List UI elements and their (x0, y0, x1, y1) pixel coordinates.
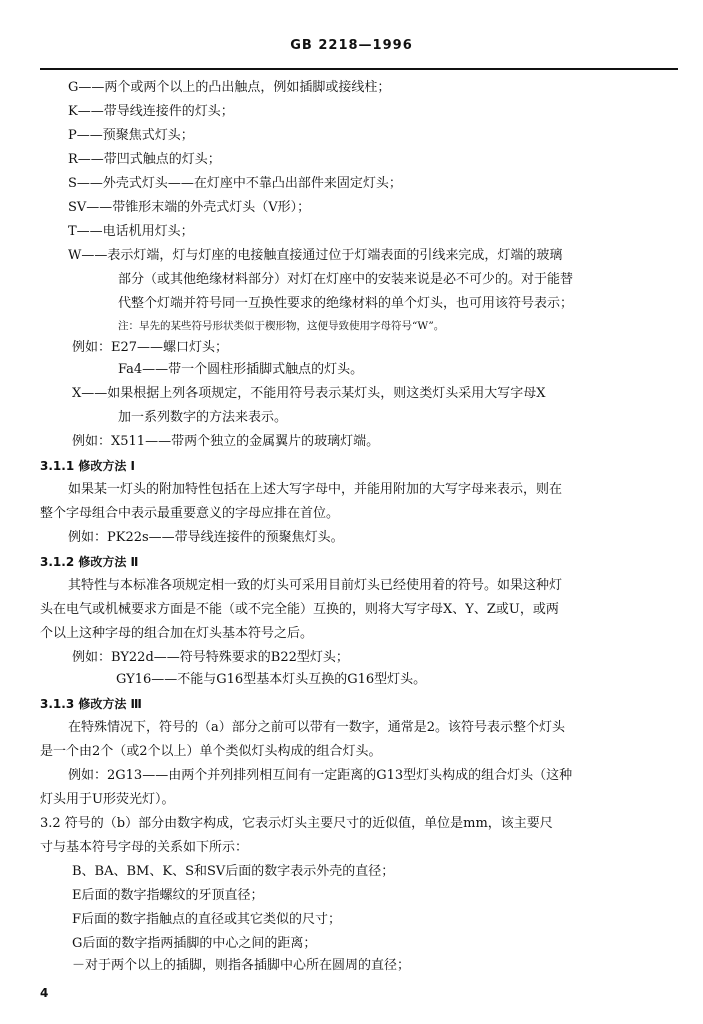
text-line: G后面的数字指两插脚的中心之间的距离； (72, 936, 317, 951)
text-line: P——预聚焦式灯头； (68, 128, 194, 143)
text-line: 部分（或其他绝缘材料部分）对灯在灯座中的安装来说是必不可少的。对于能替 (118, 272, 574, 287)
text-line: S——外壳式灯头——在灯座中不靠凸出部件来固定灯头； (68, 176, 402, 191)
text-line: GY16——不能与G16型基本灯头互换的G16型灯头。 (116, 672, 427, 687)
section-heading: 3.1.1 修改方法 Ⅰ (40, 459, 135, 473)
text-line: B、BA、BM、K、S和SV后面的数字表示外壳的直径； (72, 864, 395, 879)
text-line: 灯头用于U形荧光灯）。 (40, 792, 175, 807)
text-line: 例如：PK22s——带导线连接件的预聚焦灯头。 (68, 530, 344, 545)
text-line: X——如果根据上列各项规定，不能用符号表示某灯头，则这类灯头采用大写字母X (72, 386, 546, 401)
text-line: 例如：BY22d——符号特殊要求的B22型灯头； (72, 650, 349, 665)
text-line: SV——带锥形末端的外壳式灯头（V形）； (68, 200, 311, 215)
page-header: GB 2218—1996 (290, 38, 413, 53)
text-line: 寸与基本符号字母的关系如下所示： (40, 840, 249, 855)
note-line: 注：早先的某些符号形状类似于楔形物，这便导致使用字母符号“W”。 (118, 320, 445, 332)
text-line: 3.2 符号的（b）部分由数字构成，它表示灯头主要尺寸的近似值，单位是mm，该主要尺 (40, 816, 553, 831)
text-line: F后面的数字指触点的直径或其它类似的尺寸； (72, 912, 342, 927)
text-line: －对于两个以上的插脚，则指各插脚中心所在圆周的直径； (72, 958, 411, 973)
text-line: 例如：E27——螺口灯头； (72, 340, 229, 355)
text-line: K——带导线连接件的灯头； (68, 104, 234, 119)
text-line: 是一个由2个（或2个以上）单个类似灯头构成的组合灯头。 (40, 744, 382, 759)
text-line: 整个字母组合中表示最重要意义的字母应排在首位。 (40, 506, 340, 521)
text-line: 如果某一灯头的附加特性包括在上述大写字母中，并能用附加的大写字母来表示，则在 (68, 482, 563, 497)
text-line: 其特性与本标准各项规定相一致的灯头可采用目前灯头已经使用着的符号。如果这种灯 (68, 578, 563, 593)
text-line: 代整个灯端并符号同一互换性要求的绝缘材料的单个灯头，也可用该符号表示； (118, 296, 574, 311)
text-line: W——表示灯端，灯与灯座的电接触直接通过位于灯端表面的引线来完成，灯端的玻璃 (68, 248, 563, 263)
text-line: Fa4——带一个圆柱形插脚式触点的灯头。 (118, 362, 364, 377)
text-line: G——两个或两个以上的凸出触点，例如插脚或接线柱； (68, 80, 391, 95)
header-rule (40, 68, 678, 70)
text-line: 在特殊情况下，符号的（a）部分之前可以带有一数字，通常是2。该符号表示整个灯头 (68, 720, 566, 735)
text-line: 例如：X511——带两个独立的金属翼片的玻璃灯端。 (72, 434, 380, 449)
page-number: 4 (40, 986, 49, 1000)
text-line: E后面的数字指螺纹的牙顶直径； (72, 888, 264, 903)
text-line: 头在电气或机械要求方面是不能（或不完全能）互换的，则将大写字母X、Y、Z或U，或两 (40, 602, 559, 617)
section-heading: 3.1.2 修改方法 Ⅱ (40, 555, 139, 569)
text-line: 个以上这种字母的组合加在灯头基本符号之后。 (40, 626, 314, 641)
text-line: R——带凹式触点的灯头； (68, 152, 221, 167)
text-line: T——电话机用灯头； (68, 224, 194, 239)
text-line: 例如：2G13——由两个并列排列相互间有一定距离的G13型灯头构成的组合灯头（这种 (68, 768, 573, 783)
text-line: 加一系列数字的方法来表示。 (118, 410, 288, 425)
section-heading: 3.1.3 修改方法 Ⅲ (40, 697, 142, 711)
